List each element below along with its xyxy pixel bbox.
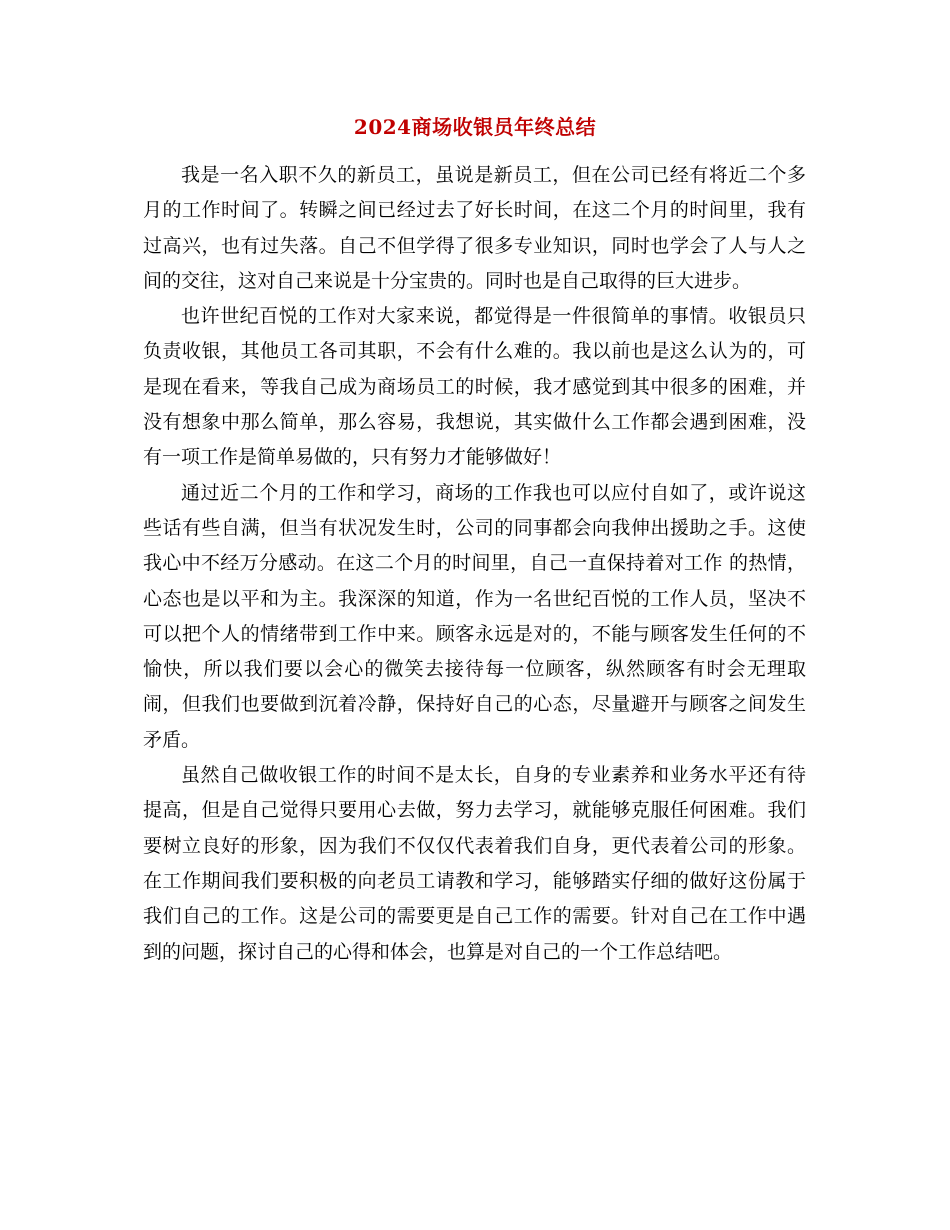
paragraph-2: 也许世纪百悦的工作对大家来说，都觉得是一件很简单的事情。收银员只负责收银，其他员工各司其职，不会有什么难的。我以前也是这么认为的，可是现在看来，等我自己成为商场员工的时候，我才感觉到其中很多的困难，并没有想象中那么简单，那么容易，我想说，其实做什么工作都会遇到困难，没有一项工作是简单易做的，只有努力才能够做好！ bbox=[143, 305, 806, 469]
paragraph-3: 通过近二个月的工作和学习，商场的工作我也可以应付自如了，或许说这些话有些自满，但当有状况发生时，公司的同事都会向我伸出援助之手。这使我心中不经万分感动。在这二个月的时间里，自己一直保持着对工作 的热情，心态也是以平和为主。我深深的知道，作为一名世纪百悦的工作人员，坚决不可以把个人的情绪带到工作中来。顾客永远是对的，不能与顾客发生任何的不愉快，所以我们要以会心的微笑去接待每一位顾客，纵然顾客有时会无理取闹，但我们也要做到沉着冷静，保持好自己的心态，尽量避开与顾客之间发生矛盾。 bbox=[143, 481, 806, 751]
paragraph-1: 我是一名入职不久的新员工，虽说是新员工，但在公司已经有将近二个多月的工作时间了。转瞬之间已经过去了好长时间，在这二个月的时间里，我有过高兴，也有过失落。自己不但学得了很多专业知识，同时也学会了人与人之间的交往，这对自己来说是十分宝贵的。同时也是自己取得的巨大进步。 bbox=[143, 164, 806, 292]
paragraph-4: 虽然自己做收银工作的时间不是太长，自身的专业素养和业务水平还有待提高，但是自己觉得只要用心去做，努力去学习，就能够克服任何困难。我们要树立良好的形象，因为我们不仅仅代表着我们自身，更代表着公司的形象。在工作期间我们要积极的向老员工请教和学习，能够踏实仔细的做好这份属于我们自己的工作。这是公司的需要更是自己工作的需要。针对自己在工作中遇到的问题，探讨自己的心得和体会，也算是对自己的一个工作总结吧。 bbox=[143, 764, 806, 963]
document-title: 2024商场收银员年终总结 bbox=[353, 115, 597, 139]
document-body bbox=[143, 158, 806, 970]
